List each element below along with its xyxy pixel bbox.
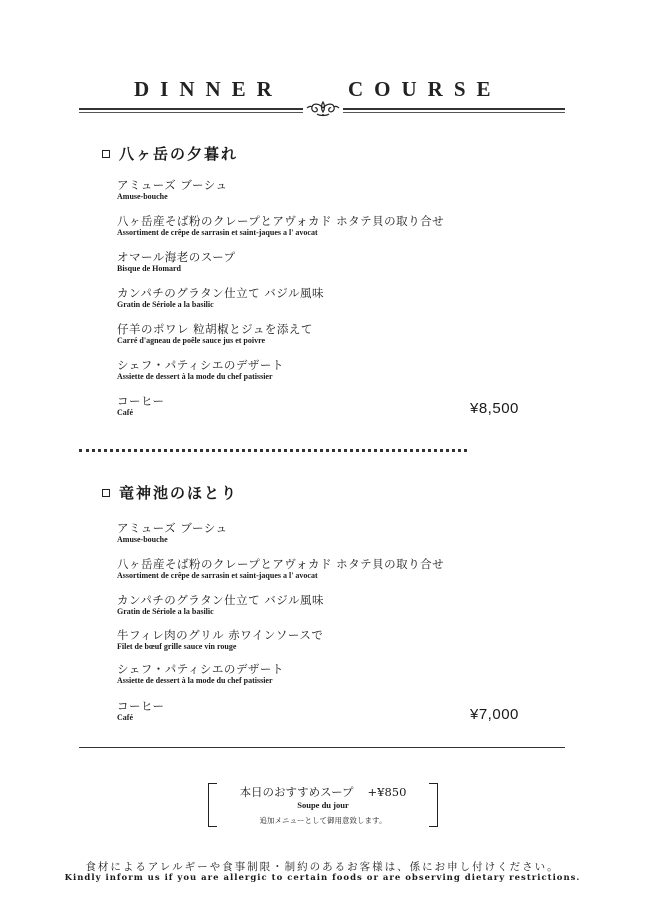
dish-name-fr: Gratin de Sériole a la basilic [117,607,214,616]
dish-name-jp: オマール海老のスープ [117,250,236,264]
course-name: 八ヶ岳の夕暮れ [119,145,239,163]
dish-name-fr: Assortiment de crêpe de sarrasin et saint-jaques a l' avocat [117,228,318,237]
soup-note: 追加メニューとして御用意致します。 [259,816,387,825]
course-header-1 [102,145,238,163]
dish-name-jp: 仔羊のポワレ 粒胡椒とジュを添えて [117,322,313,336]
dish-name-fr: Café [117,408,133,417]
soup-of-the-day-box [208,783,438,827]
course-price: ¥7,000 [470,706,519,723]
dish-item [117,394,165,418]
dish-name-fr: Assiette de dessert à la mode du chef patissier [117,676,273,685]
dish-name-jp: 牛フィレ肉のグリル 赤ワインソースで [117,628,324,642]
dish-item [117,628,323,652]
title-course: COURSE [348,77,502,101]
dish-item [117,358,284,382]
dish-item [117,214,444,238]
course-price: ¥8,500 [470,400,519,417]
allergy-notice-jp: 食材によるアレルギーや食事制限・制約のあるお客様は、係にお申し付けください。 [85,861,560,873]
dish-name-jp: カンパチのグラタン仕立て バジル風味 [117,593,324,607]
dotted-divider [79,449,467,452]
checkbox-square-icon [102,489,110,497]
course-header-2 [102,484,238,502]
title-dinner: DINNER [134,77,283,101]
dish-name-fr: Assiette de dessert à la mode du chef patissier [117,372,273,381]
soup-title: 本日のおすすめスープ [239,785,354,799]
dish-item [117,662,284,686]
soup-name-fr: Soupe du jour [297,800,349,810]
dish-name-jp: シェフ・パティシエのデザート [117,358,284,372]
flourish-ornament-icon [303,96,343,120]
dish-name-fr: Amuse-bouche [117,535,168,544]
dish-name-jp: 八ヶ岳産そば粉のクレープとアヴォカド ホタテ貝の取り合せ [117,214,445,228]
dish-item [117,322,313,346]
dish-item [117,593,324,617]
dish-name-fr: Carré d'agneau de poêle sauce jus et poivre [117,336,266,345]
dish-name-fr: Bisque de Homard [117,264,182,273]
checkbox-square-icon [102,150,110,158]
dish-item [117,286,324,310]
dish-item [117,521,228,545]
dish-item [117,557,444,581]
dish-name-jp: カンパチのグラタン仕立て バジル風味 [117,286,324,300]
dish-name-jp: コーヒー [117,699,165,713]
dish-name-jp: アミューズ ブーシュ [117,521,228,535]
soup-title-line [208,784,438,800]
dish-name-fr: Filet de bœuf grille sauce vin rouge [117,642,237,651]
course-name: 竜神池のほとり [119,484,239,502]
dish-name-jp: 八ヶ岳産そば粉のクレープとアヴォカド ホタテ貝の取り合せ [117,557,445,571]
dish-name-jp: アミューズ ブーシュ [117,178,228,192]
dish-item [117,178,228,202]
dish-name-fr: Gratin de Sériole a la basilic [117,300,214,309]
soup-price: +¥850 [367,785,407,799]
dish-name-jp: シェフ・パティシエのデザート [117,662,284,676]
solid-divider [79,747,565,748]
dish-name-jp: コーヒー [117,394,165,408]
dish-name-fr: Amuse-bouche [117,192,168,201]
dish-name-fr: Café [117,713,133,722]
dish-name-fr: Assortiment de crêpe de sarrasin et saint-jaques a l' avocat [117,571,318,580]
allergy-notice-en: Kindly inform us if you are allergic to certain foods or are observing dietary restrictions. [64,873,581,883]
dish-item [117,250,236,274]
dish-item [117,699,165,723]
